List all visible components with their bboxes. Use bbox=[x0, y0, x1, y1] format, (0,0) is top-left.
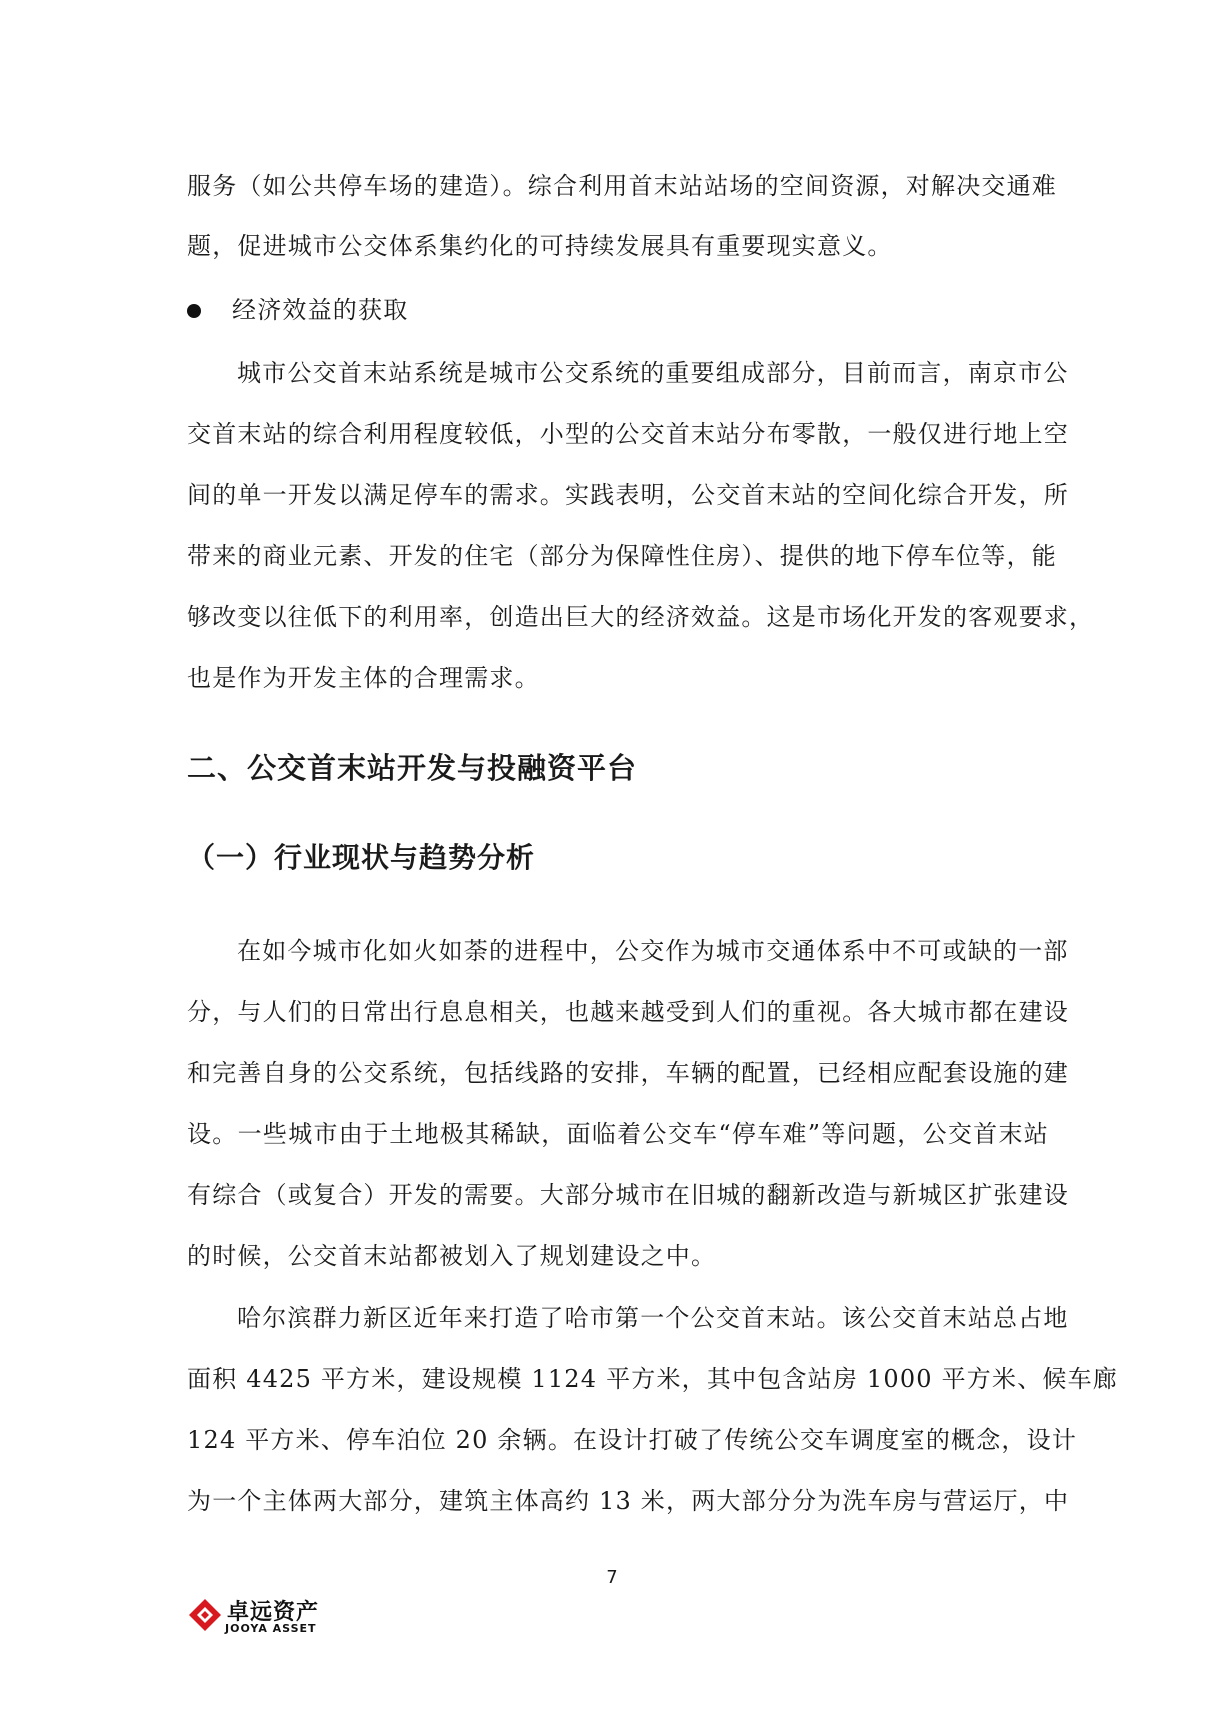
body-line: 服务（如公共停车场的建造）。综合利用首末站站场的空间资源，对解决交通难 bbox=[187, 172, 1057, 200]
bullet-icon bbox=[187, 304, 201, 318]
logo-english-name: JOOYA ASSET bbox=[225, 1622, 317, 1635]
page-number: 7 bbox=[606, 1567, 618, 1588]
subsection-heading: （一）行业现状与趋势分析 bbox=[187, 841, 536, 874]
body-line: 124 平方米、停车泊位 20 余辆。在设计打破了传统公交车调度室的概念，设计 bbox=[187, 1426, 1078, 1454]
body-line: 带来的商业元素、开发的住宅（部分为保障性住房）、提供的地下停车位等，能 bbox=[187, 542, 1057, 570]
body-line: 也是作为开发主体的合理需求。 bbox=[187, 664, 540, 692]
body-line: 的时候，公交首末站都被划入了规划建设之中。 bbox=[187, 1242, 717, 1270]
body-line: 哈尔滨群力新区近年来打造了哈市第一个公交首末站。该公交首末站总占地 bbox=[237, 1304, 1069, 1332]
bullet-text: 经济效益的获取 bbox=[232, 296, 409, 324]
logo-chinese-name: 卓远资产 bbox=[227, 1600, 320, 1625]
body-line: 有综合（或复合）开发的需要。大部分城市在旧城的翻新改造与新城区扩张建设 bbox=[187, 1181, 1069, 1209]
company-logo bbox=[187, 1595, 347, 1639]
section-heading: 二、公交首末站开发与投融资平台 bbox=[187, 751, 638, 785]
body-line: 在如今城市化如火如荼的进程中，公交作为城市交通体系中不可或缺的一部 bbox=[237, 937, 1069, 965]
body-line: 分，与人们的日常出行息息相关，也越来越受到人们的重视。各大城市都在建设 bbox=[187, 998, 1069, 1026]
body-line: 间的单一开发以满足停车的需求。实践表明，公交首末站的空间化综合开发，所 bbox=[187, 481, 1069, 509]
body-line: 为一个主体两大部分，建筑主体高约 13 米，两大部分分为洗车房与营运厅，中 bbox=[187, 1487, 1070, 1515]
body-line: 交首末站的综合利用程度较低，小型的公交首末站分布零散，一般仅进行地上空 bbox=[187, 420, 1069, 448]
body-line: 设。一些城市由于土地极其稀缺，面临着公交车“停车难”等问题，公交首末站 bbox=[187, 1120, 1049, 1148]
body-line: 城市公交首末站系统是城市公交系统的重要组成部分，目前而言，南京市公 bbox=[237, 359, 1069, 387]
body-line: 面积 4425 平方米，建设规模 1124 平方米，其中包含站房 1000 平方米、候车廊 bbox=[187, 1365, 1119, 1393]
logo-mark-icon bbox=[187, 1597, 223, 1633]
body-line: 和完善自身的公交系统，包括线路的安排，车辆的配置，已经相应配套设施的建 bbox=[187, 1059, 1069, 1087]
body-line: 够改变以往低下的利用率，创造出巨大的经济效益。这是市场化开发的客观要求， bbox=[187, 603, 1095, 631]
body-line: 题，促进城市公交体系集约化的可持续发展具有重要现实意义。 bbox=[187, 232, 893, 260]
